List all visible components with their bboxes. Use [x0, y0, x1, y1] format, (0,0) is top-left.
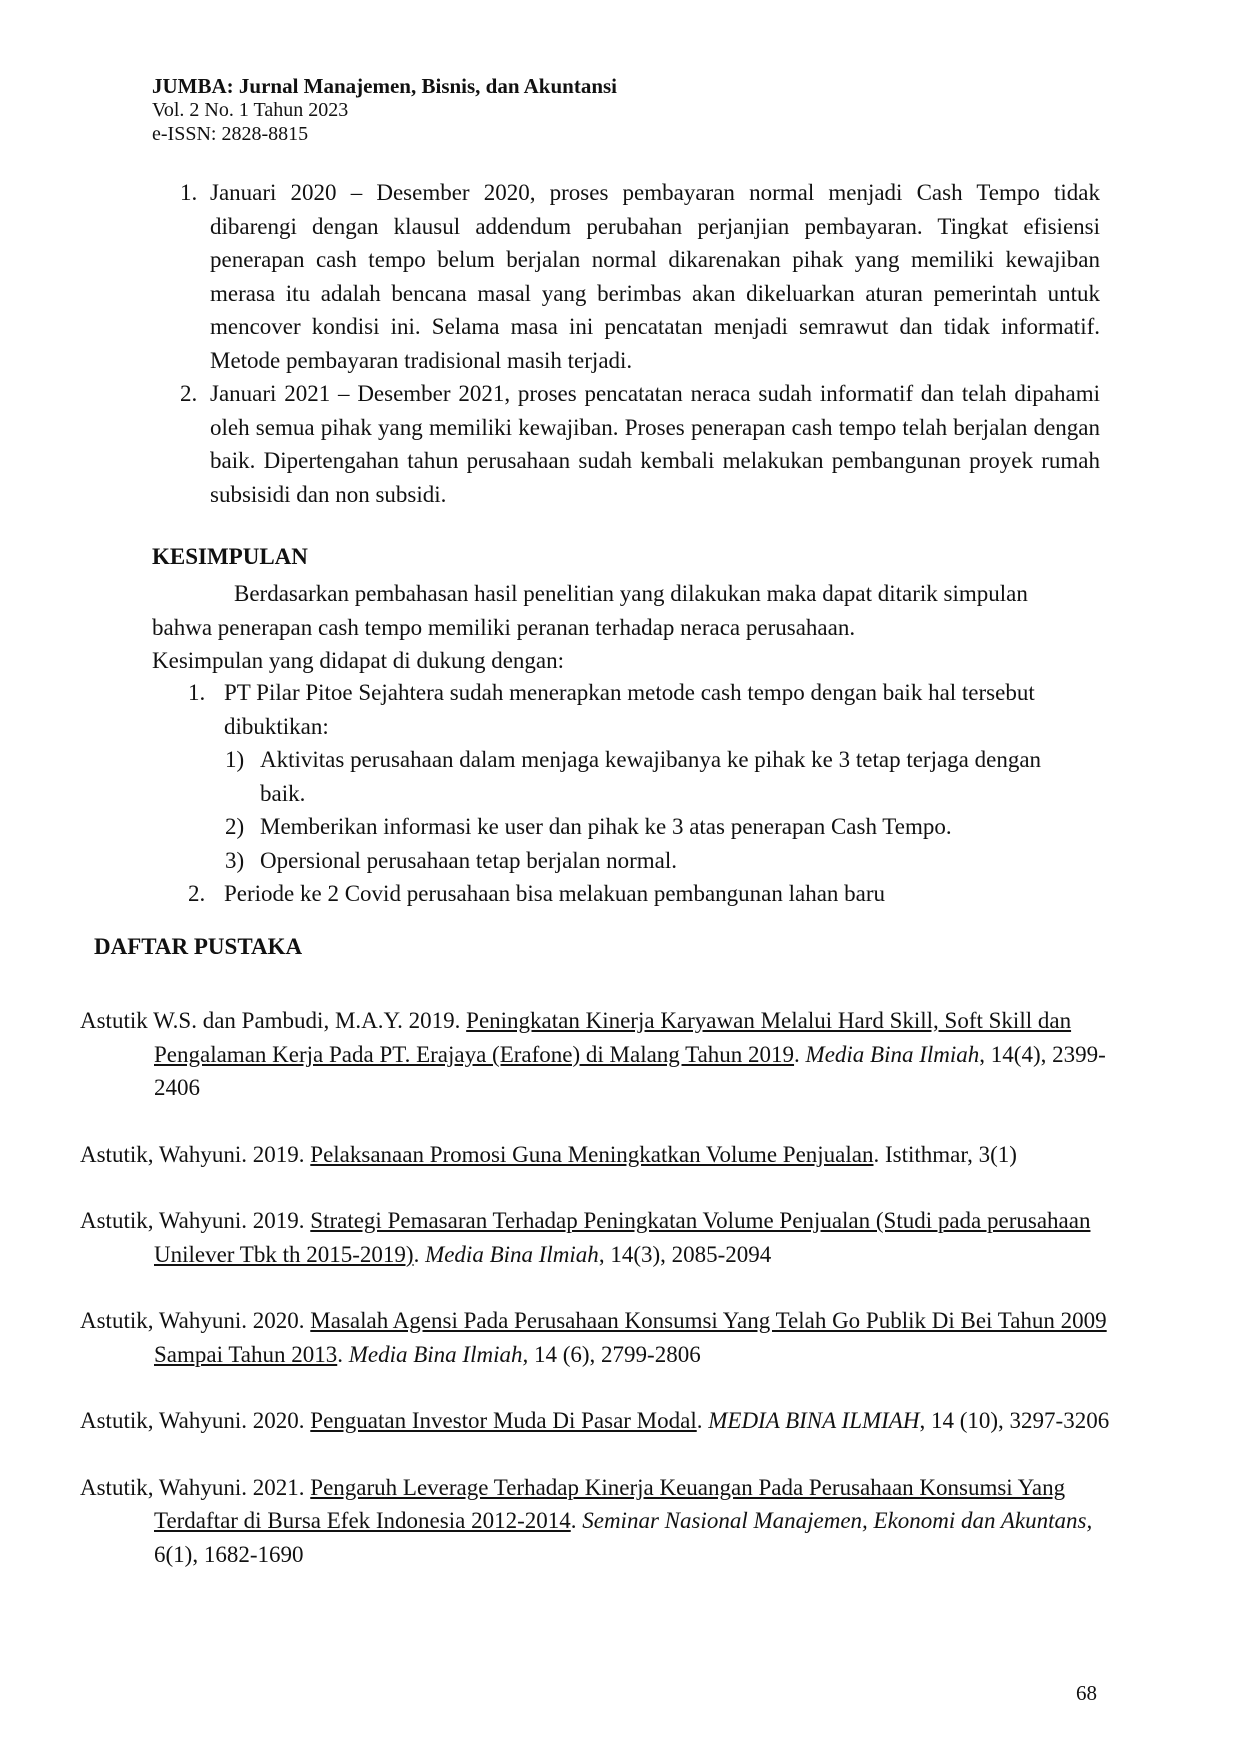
reference-separator: . [794, 1041, 806, 1067]
reference-details: 6(1), 1682-1690 [154, 1541, 304, 1567]
list-text: Periode ke 2 Covid perusahaan bisa melakuan pembangunan lahan baru [224, 881, 886, 906]
reference-title: Strategi Pemasaran Terhadap Peningkatan Volume Penjualan (Studi pada perusahaan Unilever Tbk th 2015-2019) [154, 1208, 1091, 1267]
reference-separator: . [413, 1241, 426, 1267]
list-item [180, 176, 1100, 377]
sub-list-text: Opersional perusahaan tetap berjalan normal. [260, 847, 678, 873]
reference-item [80, 1138, 1120, 1172]
journal-header [152, 74, 617, 146]
sub-list-number: 1) [225, 747, 245, 772]
reference-separator: . [570, 1508, 583, 1533]
reference-author: Astutik, Wahyuni. 2021. [80, 1474, 311, 1500]
sub-list-number: 2) [225, 814, 245, 839]
kesimpulan-list [188, 676, 1088, 911]
sub-list-item [225, 810, 1088, 844]
reference-journal: MEDIA BINA ILMIAH [708, 1408, 920, 1433]
list-text: PT Pilar Pitoe Sejahtera sudah menerapkan metode cash tempo dengan baik hal tersebut dibuktikan: [224, 680, 1035, 739]
journal-volume: Vol. 2 No. 1 Tahun 2023 [152, 99, 349, 121]
list-number: 1. [188, 680, 206, 705]
reference-title: Penguatan Investor Muda Di Pasar Modal [310, 1408, 697, 1433]
reference-separator: . Istithmar, 3(1) [873, 1141, 1017, 1167]
sub-list-number: 3) [225, 847, 245, 873]
kesimpulan-paragraph: Kesimpulan yang didapat di dukung dengan: [152, 648, 565, 673]
list-number: 2. [180, 381, 198, 406]
reference-title: Masalah Agensi Pada Perusahaan Konsumsi Yang Telah Go Publik Di Bei Tahun 2009 Sampai Tahun 2013 [154, 1308, 1107, 1367]
reference-title: Peningkatan Kinerja Karyawan Melalui Hard Skill, Soft Skill dan Pengalaman Kerja Pada PT. Erajaya (Erafone) di Malang Tahun 2019 [154, 1008, 1072, 1067]
list-text: Januari 2020 – Desember 2020, proses pembayaran normal menjadi Cash Tempo tidak dibarengi dengan klausul addendum perubahan perjanjian pembayaran. Tingkat efisiensi penerapan cash tempo belum berjalan normal dikarenakan pihak yang memiliki kewajiban merasa itu adalah bencana masal yang berimbas akan dikeluarkan aturan pemerintah untuk mencover kondisi ini. Selama masa ini pencatatan menjadi semrawut dan tidak informatif. Metode pembayaran tradisional masih terjadi. [210, 180, 1100, 373]
reference-details: , 14 (10), 3297-3206 [919, 1408, 1110, 1433]
sub-list-item [225, 844, 1088, 878]
reference-item [80, 1204, 1120, 1271]
reference-details: 14 (6), 2799-2806 [528, 1341, 701, 1367]
journal-title: JUMBA: Jurnal Manajemen, Bisnis, dan Akuntansi [152, 74, 618, 98]
sub-list-text: Aktivitas perusahaan dalam menjaga kewajibanya ke pihak ke 3 tetap terjaga dengan baik. [260, 747, 1042, 806]
sub-list [225, 743, 1088, 877]
reference-author: Astutik, Wahyuni. 2019. [80, 1208, 311, 1233]
reference-separator: . [337, 1341, 349, 1367]
kesimpulan-body [152, 577, 1052, 678]
reference-item [80, 1304, 1120, 1371]
reference-author: Astutik, Wahyuni. 2020. [80, 1308, 311, 1333]
list-item [180, 377, 1100, 511]
reference-journal: Media Bina Ilmiah, [348, 1341, 529, 1367]
reference-journal: Media Bina Ilmiah [805, 1041, 980, 1067]
reference-list [80, 1004, 1120, 1604]
reference-title: Pelaksanaan Promosi Guna Meningkatkan Volume Penjualan [310, 1141, 874, 1167]
kesimpulan-paragraph: Berdasarkan pembahasan hasil penelitian yang dilakukan maka dapat ditarik simpulan bahwa penerapan cash tempo memiliki peranan terhadap neraca perusahaan. [152, 581, 1028, 640]
list-item [188, 877, 1088, 911]
reference-separator: . [696, 1408, 709, 1433]
reference-author: Astutik W.S. dan Pambudi, M.A.Y. 2019. [80, 1008, 467, 1033]
list-number: 2. [188, 881, 206, 906]
reference-author: Astutik, Wahyuni. 2020. [80, 1408, 311, 1433]
sub-list-text: Memberikan informasi ke user dan pihak ke 3 atas penerapan Cash Tempo. [260, 814, 952, 839]
page-number: 68 [1076, 1681, 1097, 1705]
period-list [180, 176, 1100, 511]
reference-item [80, 1004, 1120, 1105]
daftar-pustaka-heading: DAFTAR PUSTAKA [94, 934, 303, 959]
reference-journal: Media Bina Ilmiah [425, 1241, 599, 1267]
reference-title: Pengaruh Leverage Terhadap Kinerja Keuangan Pada Perusahaan Konsumsi Yang Terdaftar di Bursa Efek Indonesia 2012-2014 [154, 1474, 1066, 1533]
list-number: 1. [180, 180, 198, 205]
reference-author: Astutik, Wahyuni. 2019. [80, 1141, 311, 1167]
reference-item [80, 1471, 1120, 1572]
reference-item [80, 1404, 1120, 1438]
reference-details: , 14(3), 2085-2094 [598, 1241, 772, 1267]
kesimpulan-heading: KESIMPULAN [152, 544, 308, 569]
reference-details: , 14(4), 2399-2406 [154, 1041, 1106, 1100]
list-item [188, 676, 1088, 877]
journal-issn: e-ISSN: 2828-8815 [152, 123, 309, 145]
sub-list-item [225, 743, 1088, 810]
reference-journal: Seminar Nasional Manajemen, Ekonomi dan Akuntans, [582, 1508, 1093, 1533]
list-text: Januari 2021 – Desember 2021, proses pencatatan neraca sudah informatif dan telah dipahami oleh semua pihak yang memiliki kewajiban. Proses penerapan cash tempo telah berjalan dengan baik. Dipertengahan tahun perusahaan sudah kembali melakukan pembangunan proyek rumah subsisidi dan non subsidi. [210, 381, 1100, 507]
